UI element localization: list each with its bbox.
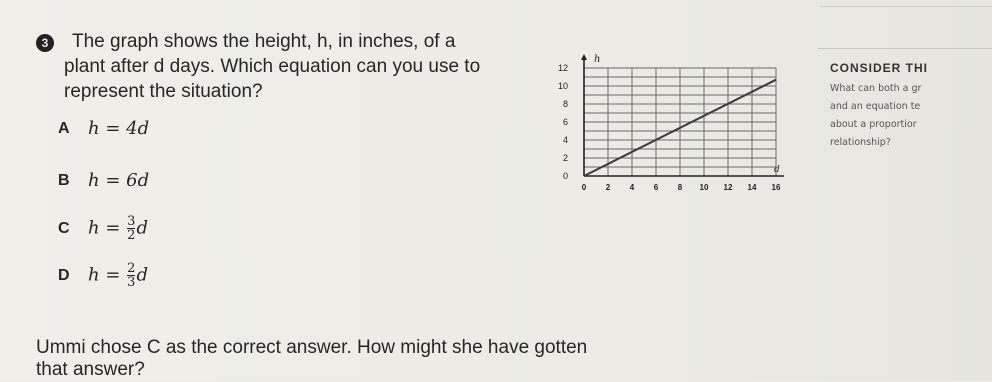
x-tick-label: 10	[699, 183, 709, 192]
consider-line-1: What can both a gr	[830, 83, 922, 94]
x-tick-label: 6	[653, 183, 659, 192]
x-tick-label: 4	[629, 183, 635, 192]
choice-c-fraction	[127, 215, 135, 242]
consider-this-panel	[818, 48, 992, 189]
choice-c-lhs: h	[88, 217, 100, 239]
y-tick-label: 4	[562, 135, 568, 145]
y-axis-label: h	[594, 54, 601, 65]
x-tick-label: 14	[747, 183, 757, 192]
y-tick-label: 8	[562, 99, 568, 109]
choice-c-letter: C	[58, 219, 70, 237]
choice-c-denominator: 2	[127, 228, 136, 243]
choice-d-lhs: h	[88, 264, 100, 286]
x-tick-label: 0	[581, 183, 587, 192]
y-tick-label: 2	[562, 153, 568, 163]
consider-line-4: relationship?	[830, 137, 891, 148]
y-tick-label: 12	[557, 63, 568, 73]
choice-c-equals: =	[105, 217, 121, 239]
choice-a[interactable]	[58, 118, 149, 139]
choice-d-equation	[88, 262, 148, 289]
x-tick-label: 16	[771, 183, 781, 192]
consider-this-title: CONSIDER THI	[830, 61, 929, 75]
y-tick-label: 0	[562, 171, 568, 181]
x-tick-label: 12	[723, 183, 733, 192]
choice-b-lhs: h	[88, 170, 100, 191]
question-line-2: plant after d days. Which equation can you use to	[64, 56, 481, 77]
choice-b-equals: =	[105, 170, 121, 191]
choice-c-numerator: 3	[127, 214, 136, 229]
choice-c-equation	[88, 215, 148, 242]
choice-b[interactable]	[58, 170, 149, 191]
choice-d-letter: D	[58, 266, 70, 284]
followup-line-2: that answer?	[36, 359, 145, 380]
sidebar-top-rule	[820, 6, 992, 7]
followup-line-1: Ummi chose C as the correct answer. How might she have gotten	[36, 337, 588, 358]
consider-line-3: about a proportior	[830, 119, 917, 130]
choice-d-variable: d	[136, 264, 148, 286]
choice-b-letter: B	[58, 171, 70, 189]
choice-a-lhs: h	[88, 118, 100, 139]
y-axis-arrow	[581, 54, 587, 60]
consider-line-2: and an equation te	[830, 101, 921, 112]
question-number-badge: 3	[36, 34, 54, 52]
choice-d-fraction	[127, 262, 135, 289]
question-line-1: The graph shows the height, h, in inches, of a	[72, 31, 456, 52]
question-line-3: represent the situation?	[64, 81, 263, 102]
x-tick-label: 8	[677, 183, 683, 192]
y-tick-label: 10	[557, 81, 568, 91]
choice-a-rhs: 4d	[126, 118, 150, 139]
choice-d-denominator: 3	[127, 275, 136, 290]
x-axis-label: d	[774, 165, 780, 175]
height-vs-days-graph	[540, 48, 800, 208]
choice-b-rhs: 6d	[126, 170, 150, 191]
x-tick-label: 2	[605, 183, 611, 192]
choice-d-equals: =	[105, 264, 121, 286]
choice-d-numerator: 2	[127, 261, 136, 276]
choice-b-equation	[88, 170, 149, 191]
choice-a-equation	[88, 118, 149, 139]
choice-d[interactable]	[58, 262, 148, 289]
choice-c[interactable]	[58, 215, 148, 242]
choice-a-letter: A	[58, 119, 70, 137]
y-tick-label: 6	[562, 117, 568, 127]
choice-a-equals: =	[105, 118, 121, 139]
choice-c-variable: d	[136, 217, 148, 239]
